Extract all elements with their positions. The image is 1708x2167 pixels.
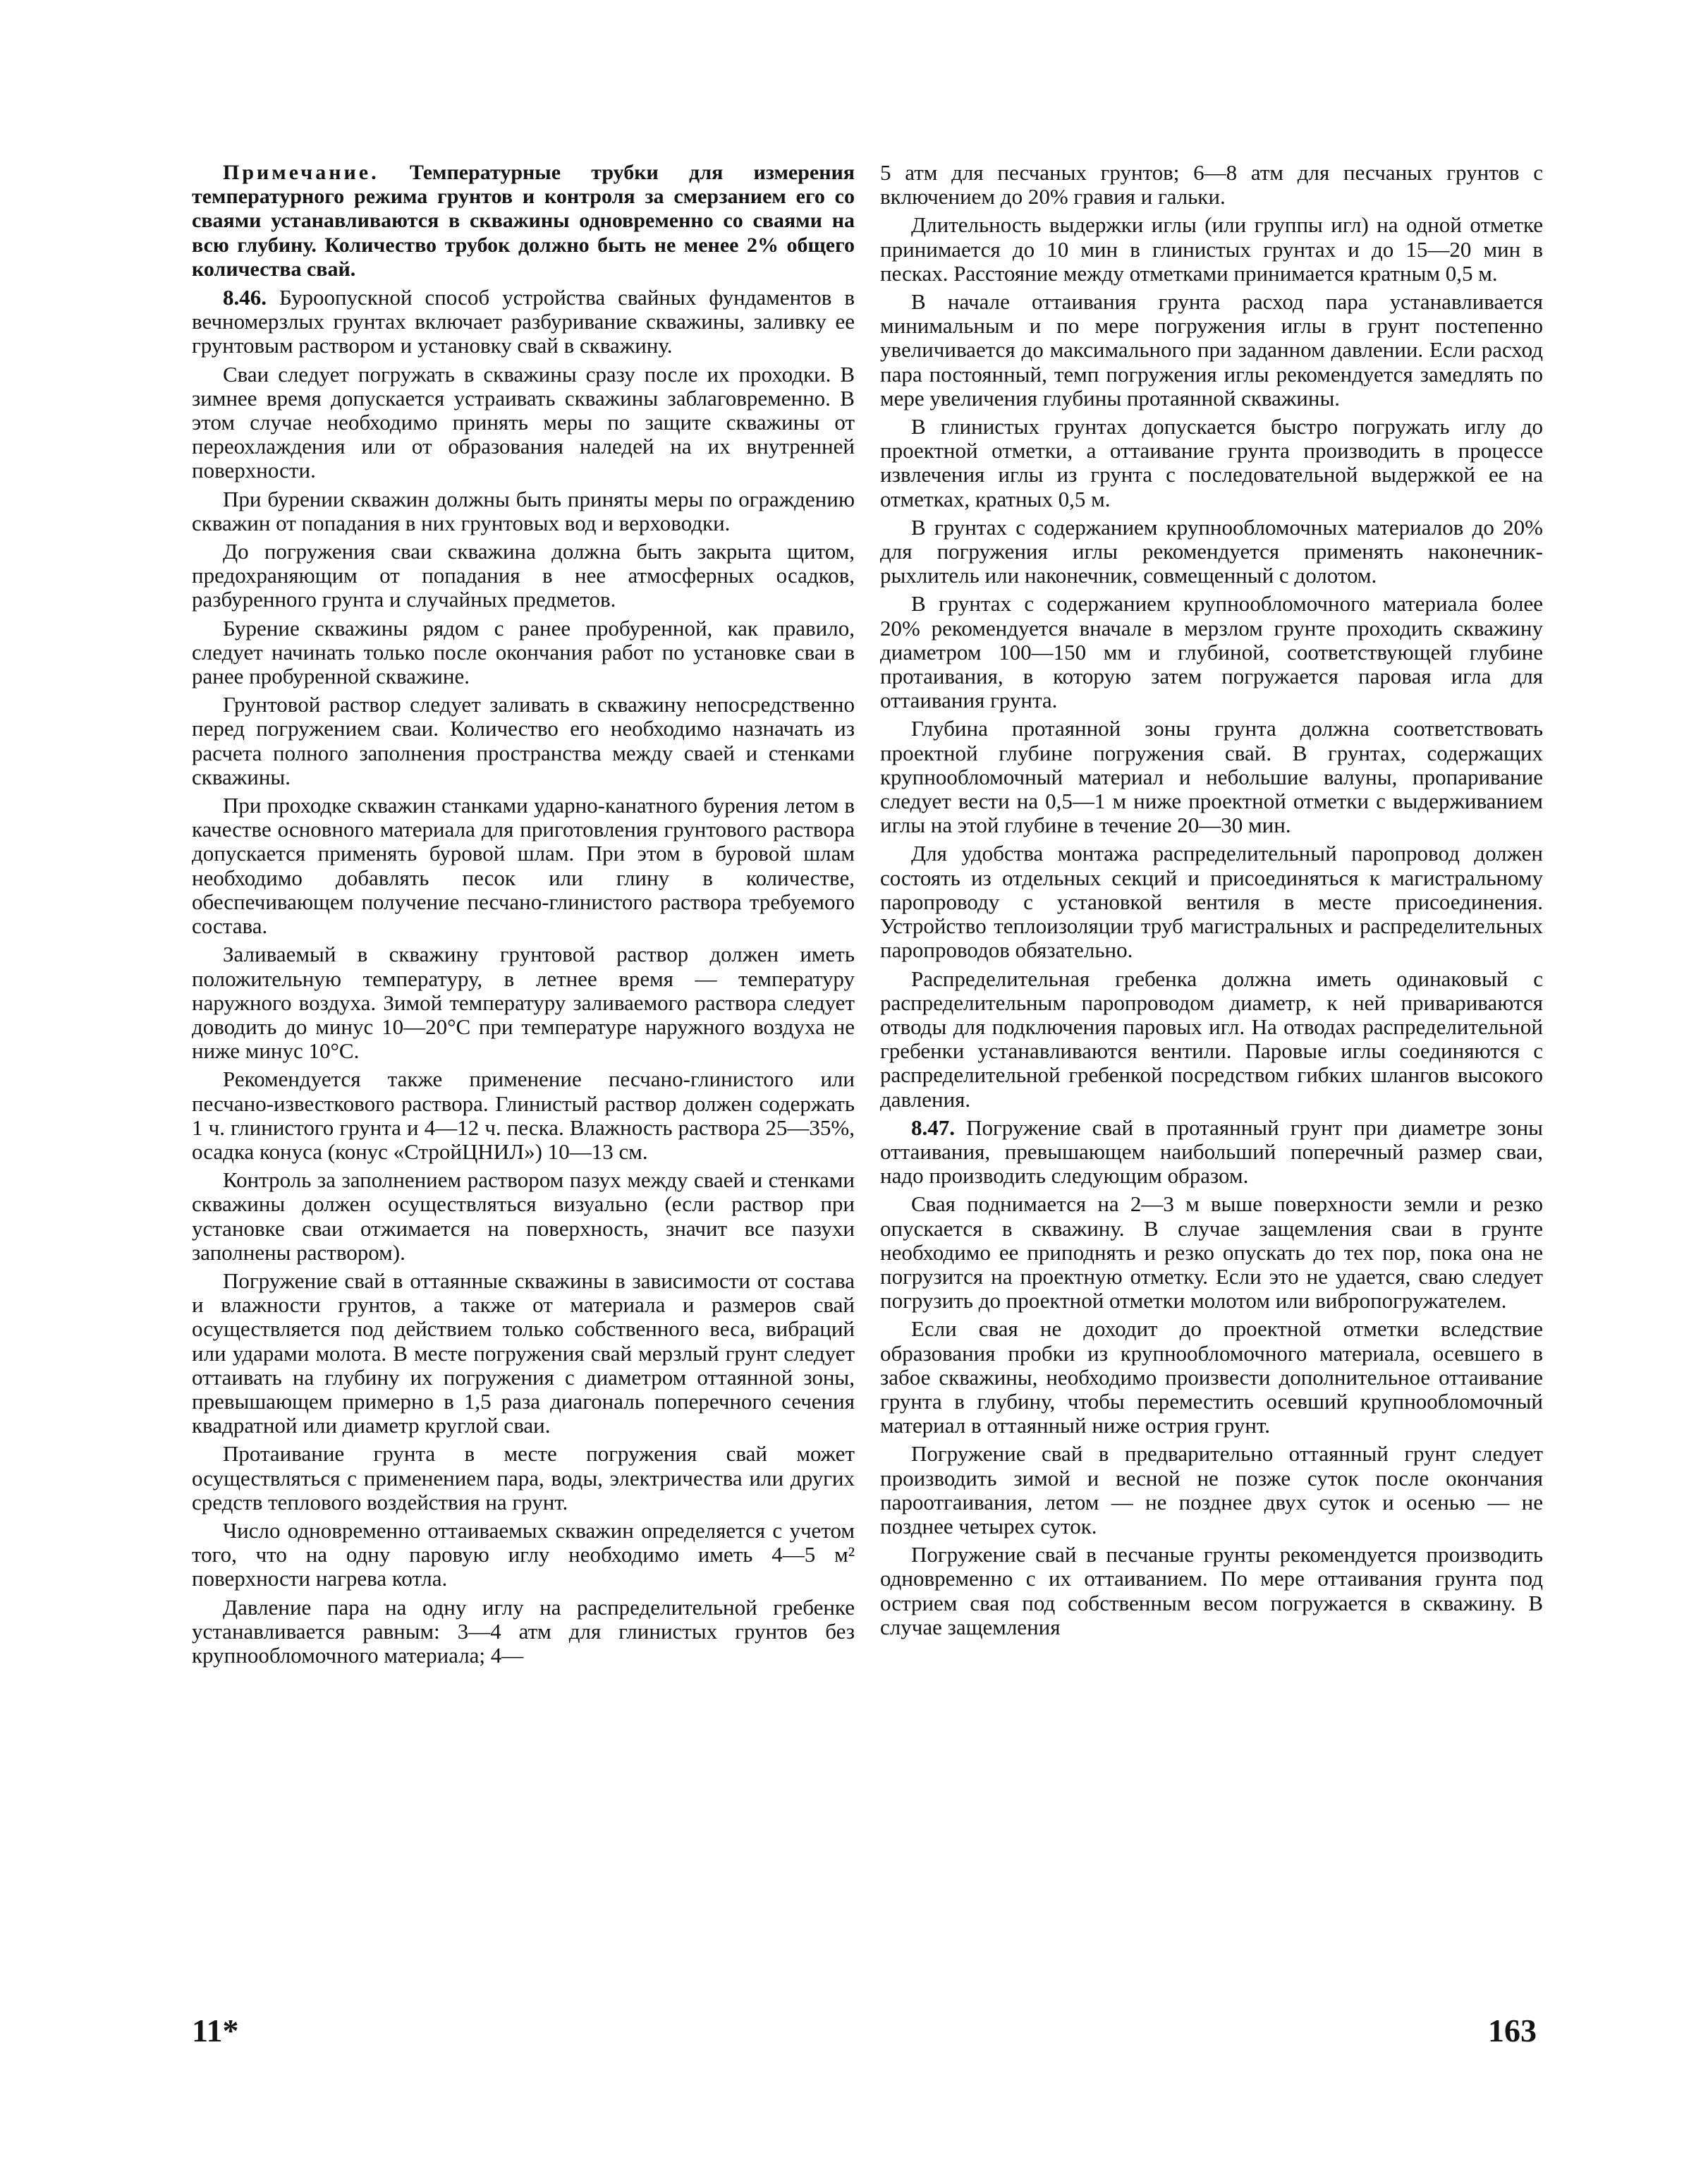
paragraph: Рекомендуется также применение песчано-глинистого или песчано-известкового раствора. Глинистый раствор должен содержать 1 ч. глинистого грунта и 4—12 ч. песка. Влажность раствора 25—35%, осадка конуса (конус «СтройЦНИЛ») 10—13 см. [192, 1067, 855, 1164]
note-label: Примечание. [223, 161, 379, 184]
paragraph: В грунтах с содержанием крупнообломочных материалов до 20% для погружения иглы рекомендуется применять наконечник-рыхлитель или наконечник, совмещенный с долотом. [880, 514, 1543, 588]
paragraph: До погружения сваи скважина должна быть закрыта щитом, предохраняющим от попадания в нее атмосферных осадков, разбуренного грунта и случайных предметов. [192, 539, 855, 612]
right-column [880, 161, 1543, 1644]
paragraph: Число одновременно оттаиваемых скважин определяется с учетом того, что на одну паровую иглу необходимо иметь 4—5 м² поверхности нагрева котла. [192, 1517, 855, 1591]
note-paragraph [192, 161, 855, 281]
paragraph: Погружение свай в предварительно оттаянный грунт следует производить зимой и весной не позже суток после окончания пароотгаивания, летом — не позднее двух суток и осенью — не позднее четырех суток. [880, 1441, 1543, 1538]
note-text: Температурные трубки для измерения температурного режима грунтов и контроля за смерзанием его со сваями устанавливаются в скважины одновременно со сваями на всю глубину. Количество трубок должно быть не менее 2% общего количества свай. [192, 161, 855, 281]
signature-mark: 11* [192, 2013, 239, 2048]
section-text: Буроопускной способ устройства свайных фундаментов в вечномерзлых грунтах включает разбуривание скважины, заливку ее грунтовым раствором и установку свай в скважину. [192, 285, 855, 358]
paragraph: Грунтовой раствор следует заливать в скважину непосредственно перед погружением сваи. Количество его необходимо назначать из расчета полного заполнения пространства между сваей и стенками скважины. [192, 692, 855, 789]
page-number: 163 [1488, 2013, 1537, 2048]
section-8-47 [880, 1116, 1543, 1189]
paragraph: В начале оттаивания грунта расход пара устанавливается минимальным и по мере погружения иглы в грунт постепенно увеличивается до максимального при заданном давлении. Если расход пара постоянный, темп погружения иглы рекомендуется замедлять по мере увеличения глубины протаянной скважины. [880, 289, 1543, 411]
section-8-46 [192, 286, 855, 358]
section-text: Погружение свай в протаянный грунт при диаметре зоны оттаивания, превышающем наибольший поперечный размер сваи, надо производить следующим образом. [880, 1115, 1544, 1189]
paragraph: При бурении скважин должны быть приняты меры по ограждению скважин от попадания в них грунтовых вод и верховодки. [192, 486, 855, 535]
paragraph: Если свая не доходит до проектной отметки вследствие образования пробки из крупнообломочного материала, осевшего в забое скважины, необходимо произвести дополнительное оттаивание грунта в глубину, чтобы переместить осевший крупнообломочный материал в оттаянный ниже острия грунт. [880, 1316, 1543, 1438]
paragraph: Давление пара на одну иглу на распределительной гребенке устанавливается равным: 3—4 атм для глинистых грунтов без крупнообломочного материала; 4— [192, 1594, 855, 1668]
paragraph: 5 атм для песчаных грунтов; 6—8 атм для песчаных грунтов с включением до 20% гравия и гальки. [880, 160, 1543, 210]
paragraph: Длительность выдержки иглы (или группы игл) на одной отметке принимается до 10 мин в глинистых грунтах и до 15—20 мин в песках. Расстояние между отметками принимается кратным 0,5 м. [880, 212, 1543, 286]
section-number: 8.46. [223, 285, 267, 310]
paragraph: Погружение свай в оттаянные скважины в зависимости от состава и влажности грунтов, а также от материала и размеров свай осуществляется под действием только собственного веса, вибраций или ударами молота. В месте погружения свай мерзлый грунт следует оттаивать на глубину их погружения с диаметром оттаянной зоны, превышающем примерно в 1,5 раза диагональ поперечного сечения квадратной или диаметр круглой сваи. [192, 1268, 855, 1438]
paragraph: Заливаемый в скважину грунтовой раствор должен иметь положительную температуру, в летнее время — температуру наружного воздуха. Зимой температуру заливаемого раствора следует доводить до минус 10—20°С при температуре наружного воздуха не ниже минус 10°С. [192, 942, 855, 1064]
paragraph: Глубина протаянной зоны грунта должна соответствовать проектной глубине погружения свай. В грунтах, содержащих крупнообломочный материал и небольшие валуны, пропаривание следует вести на 0,5—1 м ниже проектной отметки с выдерживанием иглы на этой глубине в течение 20—30 мин. [880, 716, 1543, 838]
paragraph: Свая поднимается на 2—3 м выше поверхности земли и резко опускается в скважину. В случае защемления сваи в грунте необходимо ее приподнять и резко опускать до тех пор, пока она не погрузится на проектную отметку. Если это не удается, сваю следует погрузить до проектной отметки молотом или вибропогружателем. [880, 1191, 1543, 1313]
paragraph: В глинистых грунтах допускается быстро погружать иглу до проектной отметки, а оттаивание грунта производить в процессе извлечения иглы из грунта с последовательной выдержкой ее на отметках, кратных 0,5 м. [880, 414, 1543, 511]
paragraph: Контроль за заполнением раствором пазух между сваей и стенками скважины должен осуществляться визуально (если раствор при установке сваи отжимается на поверхность, значит все пазухи заполнены раствором). [192, 1167, 855, 1265]
paragraph: Распределительная гребенка должна иметь одинаковый с распределительным паропроводом диаметр, к ней привариваются отводы для подключения паровых игл. На отводах распределительной гребенки устанавливаются вентили. Паровые иглы соединяются с распределительной гребенкой посредством гибких шлангов высокого давления. [880, 966, 1543, 1112]
paragraph: Погружение свай в песчаные грунты рекомендуется производить одновременно с их оттаиванием. По мере оттаивания грунта под острием свая под собственным весом погружается в скважину. В случае защемления [880, 1542, 1543, 1639]
left-column [192, 161, 855, 1672]
paragraph: В грунтах с содержанием крупнообломочного материала более 20% рекомендуется вначале в мерзлом грунте проходить скважину диаметром 100—150 мм и глубиной, соответствующей глубине протаивания, в которую затем погружается паровая игла для оттаивания грунта. [880, 591, 1543, 713]
paragraph: Для удобства монтажа распределительный паропровод должен состоять из отдельных секций и присоединяться к магистральному паропроводу с установкой вентиля в месте присоединения. Устройство теплоизоляции труб магистральных и распределительных паропроводов обязательно. [880, 841, 1543, 963]
paragraph: Протаивание грунта в месте погружения свай может осуществляться с применением пара, воды, электричества или других средств теплового воздействия на грунт. [192, 1441, 855, 1515]
paragraph: При проходке скважин станками ударно-канатного бурения летом в качестве основного материала для приготовления грунтового раствора допускается применять буровой шлам. При этом в буровой шлам необходимо добавлять песок или глину в количестве, обеспечивающем получение песчано-глинистого раствора требуемого состава. [192, 793, 855, 939]
paragraph: Сваи следует погружать в скважины сразу после их проходки. В зимнее время допускается устраивать скважины заблаговременно. В этом случае необходимо принять меры по защите скважины от переохлаждения или от образования наледей на их внутренней поверхности. [192, 361, 855, 483]
paragraph: Бурение скважины рядом с ранее пробуренной, как правило, следует начинать только после окончания работ по установке сваи в ранее пробуренной скважине. [192, 615, 855, 689]
section-number: 8.47. [911, 1115, 955, 1140]
